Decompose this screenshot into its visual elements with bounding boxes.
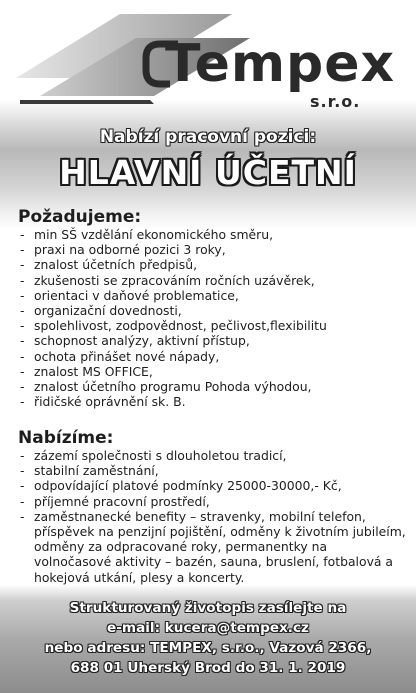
requirements-section <box>18 207 408 409</box>
contact-line: Strukturovaný životopis zasílejte na <box>69 600 347 616</box>
list-item: - znalost účetního programu Pohoda výhodou, <box>18 379 408 394</box>
contact-deadline: 688 01 Uherský Brod do 31. 1. 2019 <box>70 660 346 676</box>
requirements-title: Požadujeme: <box>18 207 142 227</box>
list-item: - stabilní zaměstnání, <box>18 463 408 478</box>
tempex-logo <box>0 0 416 112</box>
list-item: - min SŠ vzdělání ekonomického směru, <box>18 227 408 242</box>
brand-name <box>165 34 396 94</box>
brand-suffix: s.r.o. <box>310 92 361 111</box>
benefits-title: Nabízíme: <box>18 428 114 448</box>
contact-footer <box>0 598 416 678</box>
list-item: - orientaci v daňové problematice, <box>18 288 408 303</box>
list-item: - příjemné pracovní prostředí, <box>18 494 408 509</box>
list-item: - zaměstnanecké benefity – stravenky, mobilní telefon, příspěvek na penzijní pojištění, odměny k životním jubileím, odměny za odpracované roky, permanentky na volnočasové aktivity – bazén, sauna, bruslení, fotbalová a hokejová utkání, plesy a koncerty. <box>18 509 408 585</box>
contact-address: nebo adresu: TEMPEX, s.r.o., Vazová 2366, <box>44 640 372 656</box>
benefits-section <box>18 428 408 585</box>
list-item: - schopnost analýzy, aktivní přístup, <box>18 333 408 348</box>
position-title: HLAVNÍ ÚČETNÍ <box>59 153 357 192</box>
contact-email: e-mail: kucera@tempex.cz <box>107 620 309 636</box>
list-item: - organizační dovednosti, <box>18 303 408 318</box>
list-item: - zkušenosti se zpracováním ročních uzávěrek, <box>18 273 408 288</box>
list-item: - zázemí společnosti s dlouholetou tradicí, <box>18 448 408 463</box>
list-item: - řidičské oprávnění sk. B. <box>18 394 408 409</box>
list-item: - znalost MS OFFICE, <box>18 364 408 379</box>
list-item: - odpovídající platové podmínky 25000-30000,- Kč, <box>18 478 408 493</box>
benefits-list <box>18 448 408 585</box>
list-item: - spolehlivost, zodpovědnost, pečlivost,flexibilitu <box>18 318 408 333</box>
offer-heading: Nabízí pracovní pozici: <box>99 127 317 147</box>
brand-name-text: Tempex <box>165 34 396 94</box>
list-item: - praxi na odborné pozici 3 roky, <box>18 242 408 257</box>
list-item: - znalost účetních předpisů, <box>18 257 408 272</box>
list-item: - ochota přinášet nové nápady, <box>18 349 408 364</box>
requirements-list <box>18 227 408 409</box>
